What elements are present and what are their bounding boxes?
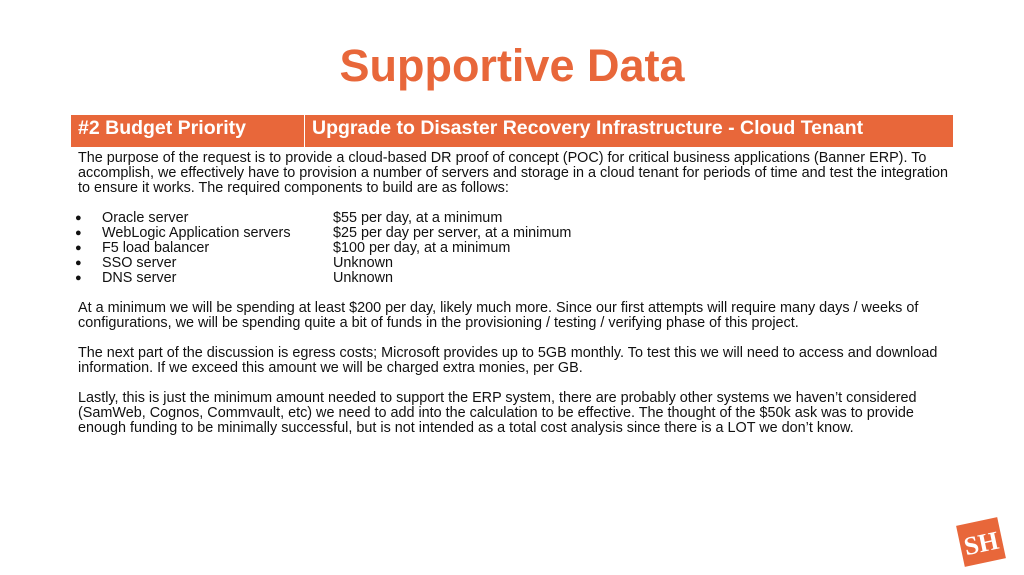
list-item — [75, 270, 950, 286]
priority-description: Upgrade to Disaster Recovery Infrastructure - Cloud Tenant — [312, 117, 864, 139]
body-content — [75, 150, 950, 451]
component-list — [75, 210, 950, 286]
page-title: Supportive Data — [339, 40, 685, 91]
bullet-icon: ● — [75, 257, 82, 269]
logo-text: SH — [961, 525, 1002, 562]
component-name: Oracle server — [102, 210, 189, 226]
component-cost: $100 per day, at a minimum — [333, 240, 511, 256]
component-cost: $55 per day, at a minimum — [333, 210, 503, 226]
list-item — [75, 210, 950, 226]
spending-paragraph: At a minimum we will be spending at least $200 per day, likely much more. Since our first attempts will require many days / weeks of configurations, we will be spending quite a bit of funds in the provisioning / testing / verifying phase of this project. — [78, 300, 919, 331]
egress-paragraph: The next part of the discussion is egress costs; Microsoft provides up to 5GB monthly. To test this we will need to access and download information. If we exceed this amount we will be charged extra monies, per GB. — [78, 345, 938, 376]
component-cost: $25 per day per server, at a minimum — [333, 225, 572, 241]
bullet-icon: ● — [75, 212, 82, 224]
bullet-icon: ● — [75, 227, 82, 239]
component-cost: Unknown — [333, 255, 393, 271]
lastly-paragraph: Lastly, this is just the minimum amount needed to support the ERP system, there are probably other systems we haven’t considered (SamWeb, Cognos, Commvault, etc) we need to add into the calculation to be effective. The thought of the $50k ask was to provide enough funding to be minimally successful, but is not intended as a total cost analysis since there is a LOT we don’t know. — [78, 390, 917, 436]
list-item — [75, 240, 950, 256]
component-cost: Unknown — [333, 270, 393, 286]
intro-paragraph: The purpose of the request is to provide a cloud-based DR proof of concept (POC) for critical business applications (Banner ERP). To accomplish, we effectively have to provision a number of servers and storage in a cloud tenant for periods of time and test the integration to ensure it works. The required components to build are as follows: — [78, 150, 949, 196]
priority-header-bar — [71, 115, 953, 147]
priority-label: #2 Budget Priority — [71, 115, 305, 147]
component-name: SSO server — [102, 255, 177, 271]
list-item — [75, 255, 950, 271]
bullet-icon: ● — [75, 272, 82, 284]
component-name: DNS server — [102, 270, 177, 286]
component-name: F5 load balancer — [102, 240, 210, 256]
list-item — [75, 225, 950, 241]
component-name: WebLogic Application servers — [102, 225, 291, 241]
bullet-icon: ● — [75, 242, 82, 254]
university-logo-icon — [954, 515, 1008, 569]
